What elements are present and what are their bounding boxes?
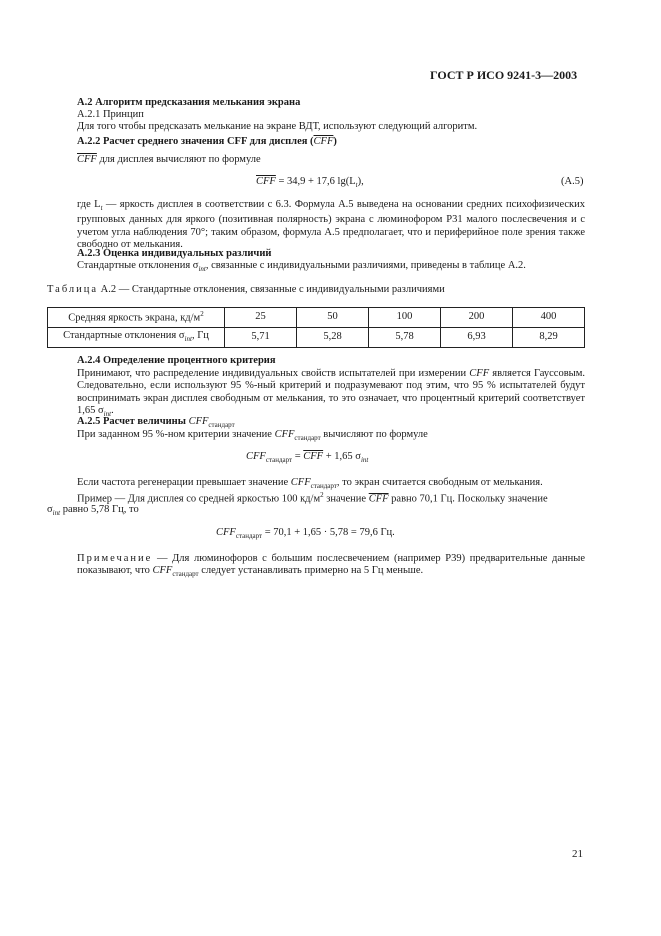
formula-a5 (256, 177, 364, 189)
cff-symbol: CFF (188, 416, 209, 427)
table-row (48, 308, 585, 328)
section-a23-title: А.2.3 Оценка индивидуальных различий (77, 248, 272, 259)
table-caption-text: А.2 — Стандартные отклонения, связанные с индивидуальными различиями (98, 284, 445, 295)
cff-symbol: CFF (290, 477, 311, 488)
table-row (48, 328, 585, 348)
a25-line1-a: При заданном 95 %-ном критерии значение (77, 429, 275, 440)
formula-rhs: = 34,9 + 17,6 lg(L (275, 176, 356, 187)
table-cell: 400 (513, 308, 585, 328)
a25-title-sub: стандарт (208, 421, 235, 430)
ex-b: значение (323, 493, 369, 505)
formula-sub: t (355, 181, 358, 190)
section-a22-title (77, 137, 337, 148)
cff-symbol: CFF (469, 368, 490, 379)
cff-symbol: CFF (246, 451, 266, 462)
formula-cff-standard (246, 452, 368, 464)
a25-line2-b: , то экран считается свободным от мелькания. (336, 477, 543, 488)
page-number: 21 (572, 848, 583, 860)
table-cell: 5,28 (297, 328, 369, 348)
table-cell: 5,78 (369, 328, 441, 348)
ex2-sub: int (52, 509, 61, 518)
section-a21-text: Для того чтобы предсказать мелькание на экране ВДТ, используют следующий алгоритм. (77, 121, 478, 132)
note-label: Примечание (77, 553, 153, 564)
formula-cff: $\overline{CFF}$ (256, 176, 276, 187)
section-a22-title-part: А.2.2 Расчет среднего значения CFF для дисплея ( (77, 136, 314, 147)
section-a23-text (77, 261, 526, 273)
ex-a: Пример — Для дисплея со средней яркостью 100 кд/м (77, 493, 321, 505)
section-a25-line2 (77, 478, 543, 490)
table-cell: 5,71 (225, 328, 297, 348)
ex2-a: σ (47, 504, 53, 515)
f1-rest: + 1,65 σ (323, 451, 361, 462)
a24-sub: int (103, 409, 112, 418)
section-a25-example2 (47, 505, 139, 517)
cff-symbol: CFF (274, 429, 295, 440)
row1-sup: 2 (200, 310, 204, 318)
where-lt: где L (77, 199, 101, 210)
table-cell: 200 (441, 308, 513, 328)
ex-c: равно 70,1 Гц. Поскольку значение (388, 493, 548, 505)
section-a25-example (77, 492, 548, 505)
note-text-b: следует устанавливать примерно на 5 Гц меньше. (198, 565, 424, 577)
section-a22-line (77, 155, 261, 166)
f1-eq: = (292, 451, 304, 462)
table-caption-label: Таблица (47, 284, 99, 295)
document-header: ГОСТ Р ИСО 9241-3—2003 (430, 68, 578, 82)
note (77, 553, 585, 581)
cff-symbol: $\overline{CFF}$ (313, 136, 334, 147)
ex2-b: равно 5,78 Гц, то (60, 504, 139, 515)
section-a2-title: А.2 Алгоритм предсказания мелькания экрана (77, 97, 301, 108)
section-a22-title-end: ) (333, 136, 337, 147)
note-text-a: — Для люминофоров с большим послесвечением (например Р39) предварительные данные показывают, что (77, 553, 585, 577)
row2-sub: int (184, 335, 192, 344)
deviation-table (47, 307, 585, 348)
table-cell: 25 (225, 308, 297, 328)
a25-title-a: А.2.5 Расчет величины (77, 416, 189, 427)
f1-sub2: int (360, 456, 369, 465)
f2-rest: = 70,1 + 1,65 · 5,78 = 79,6 Гц. (262, 527, 395, 538)
row2-label-a: Стандартные отклонения σ (63, 330, 185, 342)
section-a21-heading: А.2.1 Принцип (77, 109, 144, 120)
section-a22-where (77, 199, 585, 251)
a25-line2-a: Если частота регенерации превышает значение (77, 477, 291, 488)
formula-end: ), (357, 176, 364, 187)
f2-sub: стандарт (235, 532, 263, 541)
table-caption (47, 285, 445, 296)
section-a25-line1 (77, 430, 428, 442)
cff-symbol: $\overline{CFF}$ (303, 451, 324, 462)
section-a24-title: А.2.4 Определение процентного критерия (77, 355, 276, 366)
table-row-header (48, 308, 225, 328)
table-row-header (48, 328, 225, 348)
a25-line1-b: вычисляют по формуле (320, 429, 428, 440)
a23-text-b: , связанные с индивидуальными различиями, приведены в таблице А.2. (205, 260, 526, 271)
a25-line2-sub: стандарт (310, 482, 337, 491)
table-cell: 6,93 (441, 328, 513, 348)
table-cell: 8,29 (513, 328, 585, 348)
a23-text-a: Стандартные отклонения σ (77, 260, 199, 271)
a24-text-a: Принимают, что распределение индивидуальных свойств испытателей при измерении (77, 368, 470, 379)
formula-number: (А.5) (561, 176, 584, 187)
row2-label-b: , Гц (191, 330, 209, 342)
a23-sub: int (198, 265, 206, 274)
cff-symbol: CFF (152, 565, 173, 577)
table-cell: 100 (369, 308, 441, 328)
a24-text-b: является Гауссовым. Следовательно, если используют 95 %-ный критерий и подразумевают под этим, что 95 % испытателей будут воспринимать экран дисплея свободным от мелькания, то это означает, что процентный критерий соответствует 1,65 σ (77, 368, 585, 416)
section-a24-text (77, 368, 585, 420)
a24-text-c: . (111, 404, 114, 416)
formula-example (216, 528, 395, 540)
where-sub: t (100, 204, 103, 213)
cff-symbol: CFF (216, 527, 236, 538)
note-sub: стандарт (172, 570, 199, 579)
row1-label: Средняя яркость экрана, кд/м (68, 312, 201, 324)
cff-symbol: $\overline{CFF}$ (77, 154, 97, 165)
f1-sub: стандарт (265, 456, 293, 465)
section-a25-title (77, 417, 235, 429)
section-a22-line-text: для дисплея вычисляют по формуле (96, 154, 261, 165)
table-cell: 50 (297, 308, 369, 328)
a25-line1-sub: стандарт (294, 434, 321, 443)
cff-symbol: $\overline{CFF}$ (368, 493, 389, 505)
ex-sup: 2 (320, 491, 324, 499)
where-text: — яркость дисплея в соответствии с 6.3. Формула А.5 выведена на основании средних психофизических групповых данных для яркого (позитивная полярность) экрана с люминофором Р31 малого послесвечения и с учетом угла наблюдения 70°; таким образом, формула А.5 предполагает, что и периферийное поле зрения также свободно от мелькания. (77, 199, 585, 250)
